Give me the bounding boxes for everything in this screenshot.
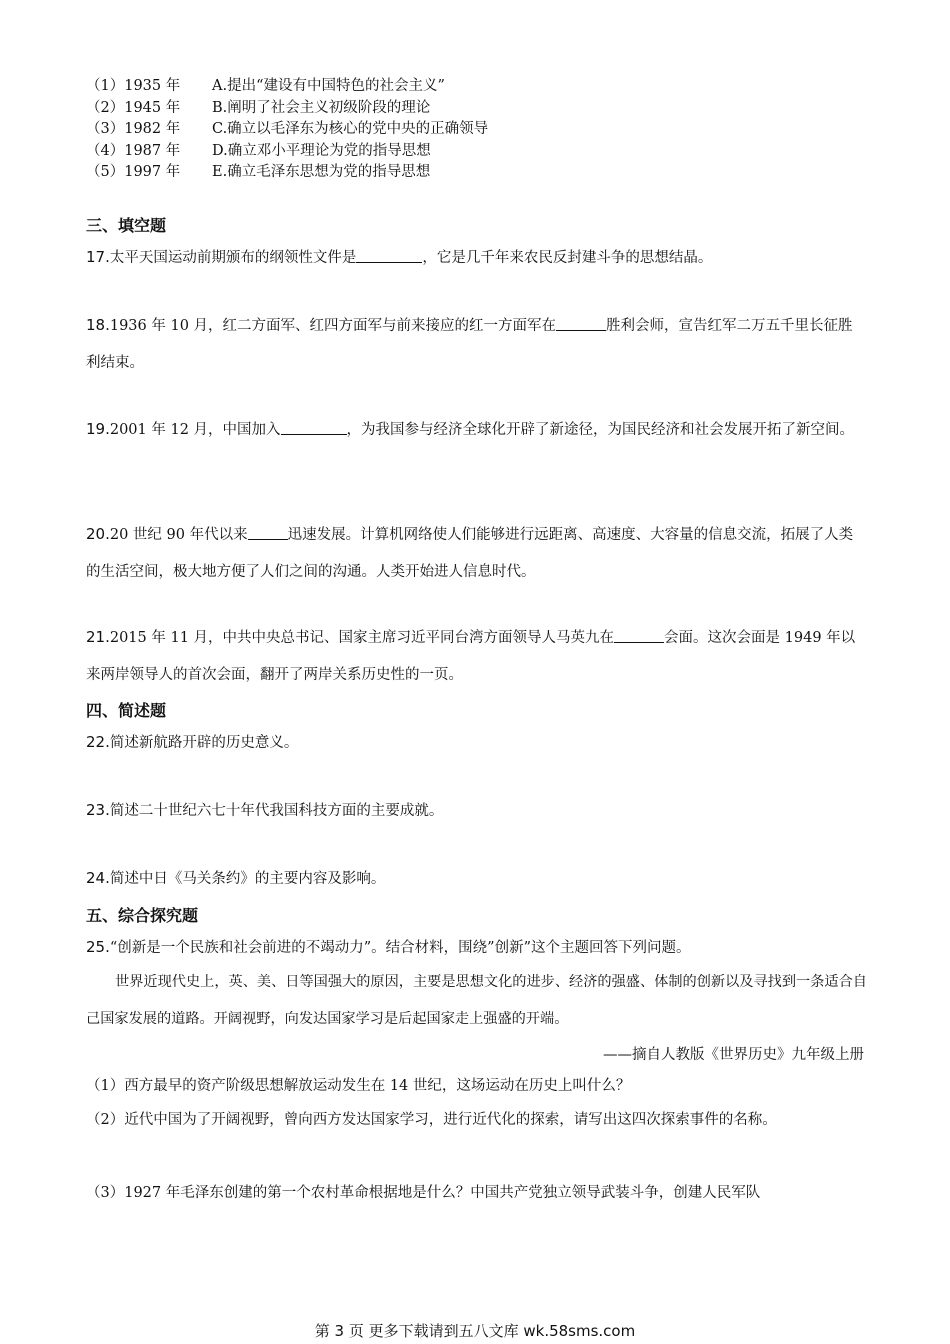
- page-footer: 第 3 页 更多下载请到五八文库 wk.58sms.com: [314, 1322, 636, 1340]
- question-number: 20.: [86, 525, 110, 543]
- section-heading-fill-in: 三、填空题: [86, 216, 167, 235]
- section-heading-short-answer: 四、简述题: [86, 701, 167, 720]
- question-20: [86, 516, 866, 591]
- question-text: 会面。这次会面是 1949 年以来两岸领导人的首次会面，翻开了两岸关系历史性的一页。: [86, 630, 856, 683]
- question-25: [86, 929, 866, 967]
- question-21: [86, 619, 866, 694]
- question-number: 25.: [86, 938, 110, 956]
- question-number: 18.: [86, 316, 110, 334]
- sub-question-1: （1）西方最早的资产阶级思想解放运动发生在 14 世纪，这场运动在历史上叫什么？: [86, 1078, 631, 1094]
- answer-blank: [614, 628, 664, 643]
- material-citation: ——摘自人教版《世界历史》九年级上册: [603, 1047, 864, 1063]
- matching-year: （5）1997 年: [86, 164, 181, 181]
- question-number: 22.: [86, 733, 110, 751]
- question-number: 21.: [86, 628, 110, 646]
- question-text: 太平天国运动前期颁布的纲领性文件是: [109, 250, 357, 266]
- question-number: 17.: [86, 248, 110, 266]
- answer-blank: [248, 525, 288, 540]
- section-heading-comprehensive: 五、综合探究题: [86, 906, 199, 925]
- question-text: 2001 年 12 月，中国加入: [109, 422, 281, 438]
- question-text: 简述中日《马关条约》的主要内容及影响。: [109, 871, 386, 887]
- question-24: [86, 860, 866, 898]
- matching-event: C.确立以毛泽东为核心的党中央的正确领导: [212, 121, 489, 138]
- sub-question-3: （3）1927 年毛泽东创建的第一个农村革命根据地是什么？中国共产党独立领导武装斗争，创建人民军队: [86, 1185, 761, 1201]
- question-text: 1936 年 10 月，红二方面军、红四方面军与前来接应的红一方面军在: [109, 318, 557, 334]
- source-material: 世界近现代史上，英、美、日等国强大的原因，主要是思想文化的进步、经济的强盛、体制的创新以及寻找到一条适合自己国家发展的道路。开阔视野，向发达国家学习是后起国家走上强盛的开端。: [86, 974, 867, 1027]
- question-text: 2015 年 11 月，中共中央总书记、国家主席习近平同台湾方面领导人马英九在: [109, 630, 615, 646]
- question-number: 24.: [86, 869, 110, 887]
- question-number: 23.: [86, 801, 110, 819]
- matching-event: D.确立邓小平理论为党的指导思想: [212, 142, 431, 159]
- matching-event: A.提出“建设有中国特色的社会主义”: [212, 78, 445, 94]
- question-18: [86, 307, 866, 382]
- question-text: “创新是一个民族和社会前进的不竭动力”。结合材料，围绕”创新”这个主题回答下列问题。: [109, 940, 691, 956]
- answer-blank: [356, 248, 422, 263]
- matching-row: [86, 98, 488, 120]
- question-text: 简述二十世纪六七十年代我国科技方面的主要成就。: [109, 803, 444, 819]
- matching-year: （2）1945 年: [86, 99, 181, 116]
- question-text: 迅速发展。计算机网络使人们能够进行远距离、高速度、大容量的信息交流，拓展了人类的生活空间，极大地方便了人们之间的沟通。人类开始进人信息时代。: [86, 527, 854, 580]
- question-text: 简述新航路开辟的历史意义。: [109, 735, 299, 751]
- matching-row: [86, 162, 488, 184]
- matching-event: B.阐明了社会主义初级阶段的理论: [212, 99, 431, 116]
- answer-blank: [281, 420, 347, 435]
- answer-blank: [556, 316, 606, 331]
- question-19: [86, 411, 866, 449]
- matching-list: [86, 76, 488, 184]
- matching-year: （4）1987 年: [86, 142, 181, 159]
- question-number: 19.: [86, 420, 110, 438]
- question-23: [86, 792, 866, 830]
- sub-question-2: （2）近代中国为了开阔视野，曾向西方发达国家学习，进行近代化的探索，请写出这四次探索事件的名称。: [86, 1112, 777, 1128]
- question-17: [86, 239, 866, 277]
- question-text: 胜利会师，宣告红军二万五千里长征胜利结束。: [86, 318, 853, 371]
- question-text: 20 世纪 90 年代以来: [109, 527, 248, 543]
- matching-row: [86, 76, 488, 98]
- matching-row: [86, 141, 488, 163]
- question-text: ，它是几千年来农民反封建斗争的思想结晶。: [422, 250, 713, 266]
- matching-year: （3）1982 年: [86, 121, 181, 138]
- question-22: [86, 724, 866, 762]
- question-text: ，为我国参与经济全球化开辟了新途径，为国民经济和社会发展开拓了新空间。: [346, 422, 855, 438]
- matching-event: E.确立毛泽东思想为党的指导思想: [212, 164, 431, 181]
- matching-year: （1）1935 年: [86, 78, 181, 94]
- matching-row: [86, 119, 488, 141]
